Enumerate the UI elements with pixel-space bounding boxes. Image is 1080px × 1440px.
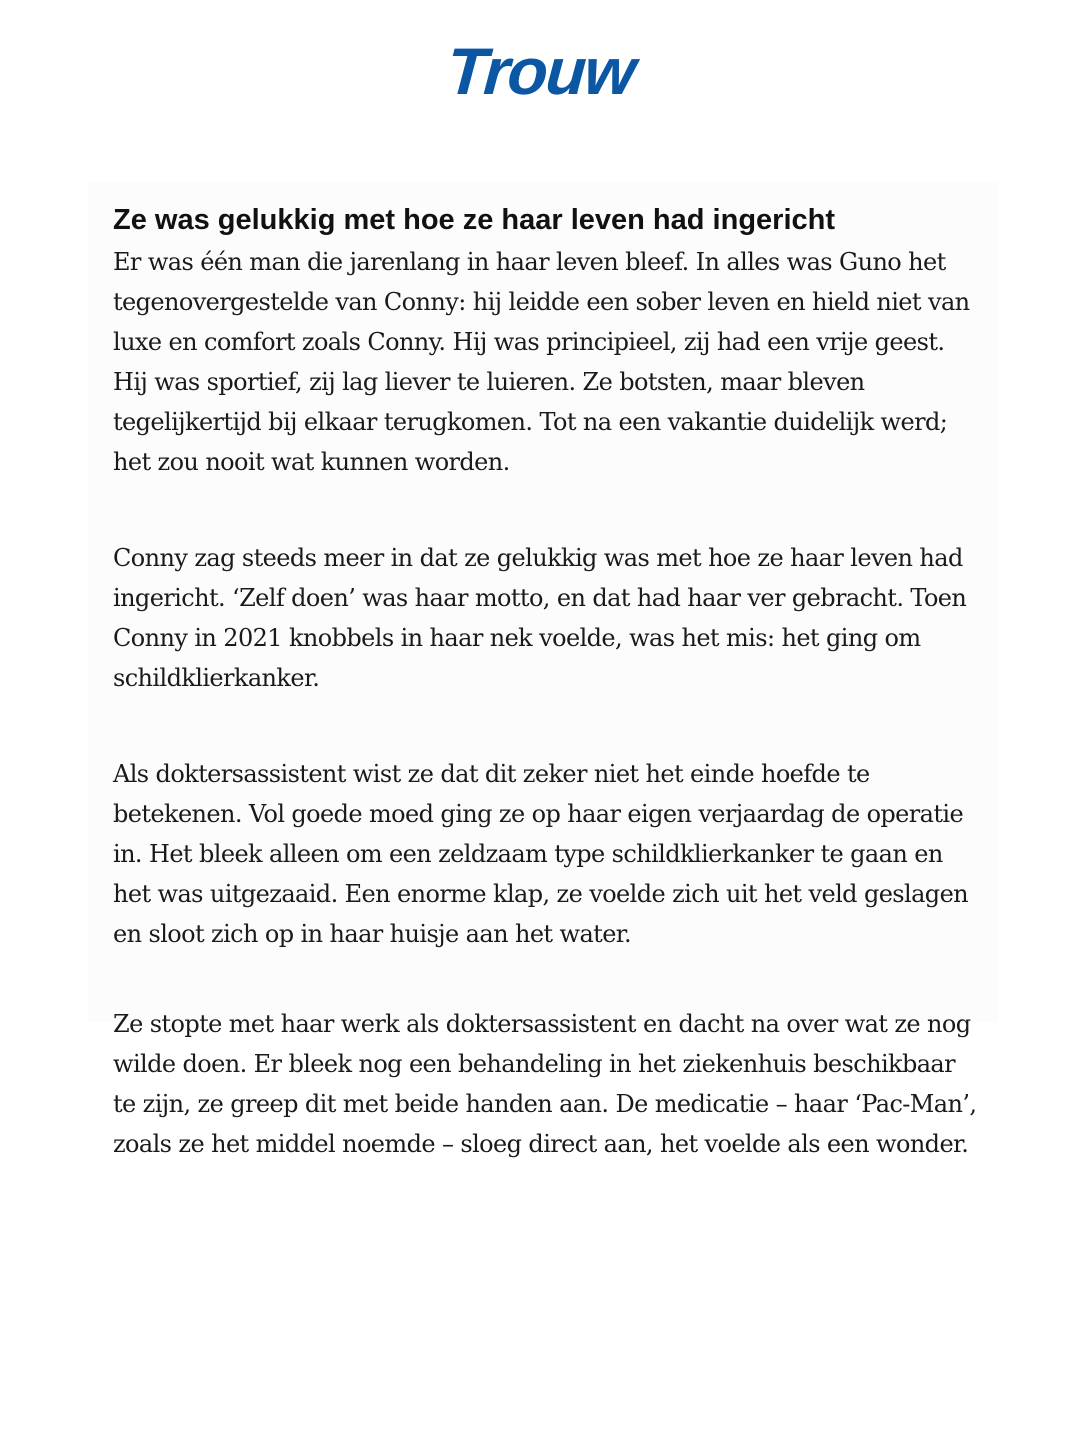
article-body xyxy=(113,198,983,1164)
article-paragraph-1: Er was één man die jarenlang in haar leven bleef. In alles was Guno het tegenovergestelde van Conny: hij leidde een sober leven en hield niet van luxe en comfort zoals Conny. Hij was principieel, zij had een vrije geest. Hij was sportief, zij lag liever te luieren. Ze botsten, maar bleven tegelijkertijd bij elkaar terugkomen. Tot na een vakantie duidelijk werd; het zou nooit wat kunnen worden. xyxy=(113,248,970,476)
article-paragraph-4: Ze stopte met haar werk als doktersassistent en dacht na over wat ze nog wilde doen. Er bleek nog een behandeling in het ziekenhuis beschikbaar te zijn, ze greep dit met beide handen aan. De medicatie – haar ‘Pac-Man’, zoals ze het middel noemde – sloeg direct aan, het voelde als een wonder. xyxy=(113,1010,977,1158)
masthead xyxy=(0,36,1080,106)
article-heading: Ze was gelukkig met hoe ze haar leven had ingericht xyxy=(113,204,835,236)
trouw-logo[interactable]: Trouw xyxy=(444,34,636,108)
article-paragraph-2: Conny zag steeds meer in dat ze gelukkig was met hoe ze haar leven had ingericht. ‘Zelf doen’ was haar motto, en dat had haar ver gebracht. Toen Conny in 2021 knobbels in haar nek voelde, was het mis: het ging om schildklierkanker. xyxy=(113,544,967,692)
article-paragraph-3: Als doktersassistent wist ze dat dit zeker niet het einde hoefde te betekenen. Vol goede moed ging ze op haar eigen verjaardag de operatie in. Het bleek alleen om een zeldzaam type schildklierkanker te gaan en het was uitgezaaid. Een enorme klap, ze voelde zich uit het veld geslagen en sloot zich op in haar huisje aan het water. xyxy=(113,760,969,948)
